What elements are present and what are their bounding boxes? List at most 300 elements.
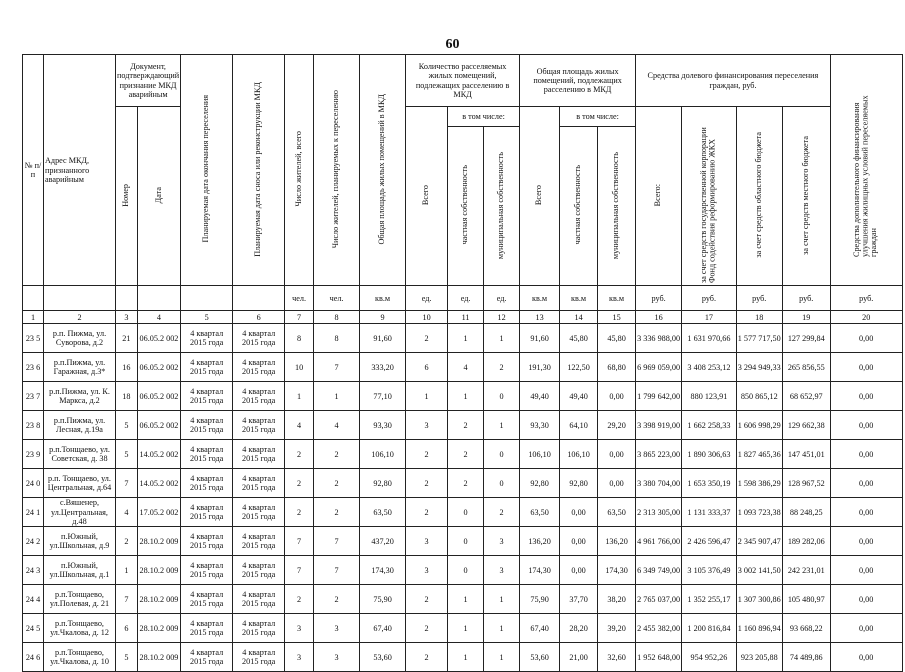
header-area-including: в том числе: (560, 107, 636, 127)
table-cell: 63,50 (360, 498, 406, 527)
table-cell: 0 (448, 527, 484, 556)
table-cell: 67,40 (360, 614, 406, 643)
table-cell: 2 345 907,47 (736, 527, 782, 556)
table-cell: 4 квартал 2015 года (233, 440, 285, 469)
table-row (23, 382, 903, 411)
address-cell: р.п.Пижма, ул. Гаражная, д.3* (44, 353, 116, 382)
unit-cell: чел. (314, 286, 360, 311)
table-cell: 1 131 333,37 (682, 498, 737, 527)
table-cell: 4 961 766,00 (636, 527, 682, 556)
table-cell: 14.05.2 002 (137, 469, 180, 498)
column-number: 19 (782, 311, 830, 324)
table-cell: 1 (484, 585, 520, 614)
table-cell: 4 квартал 2015 года (233, 469, 285, 498)
table-cell: 24 1 (23, 498, 44, 527)
table-cell: 2 (285, 469, 314, 498)
table-cell: 1 (484, 411, 520, 440)
table-cell: 174,30 (520, 556, 560, 585)
table-cell: 2 (448, 469, 484, 498)
address-cell: р.п.Пижма, ул. К. Маркса, д.2 (44, 382, 116, 411)
table-cell: 6 (116, 614, 138, 643)
address-cell: р.п.Тонщаево, ул. Советская, д. 38 (44, 440, 116, 469)
table-cell: 106,10 (520, 440, 560, 469)
table-cell: 4 квартал 2015 года (233, 498, 285, 527)
table-cell: 0,00 (830, 614, 902, 643)
table-cell: 4 квартал 2015 года (181, 498, 233, 527)
table-cell: 2 (116, 527, 138, 556)
table-cell: 28.10.2 009 (137, 556, 180, 585)
table-cell: 136,20 (520, 527, 560, 556)
table-cell: 23 8 (23, 411, 44, 440)
table-cell: 1 (484, 643, 520, 672)
header-municipal: муниципальная собственность (484, 127, 520, 286)
column-number: 3 (116, 311, 138, 324)
table-cell: 0,00 (830, 527, 902, 556)
table-cell: 06.05.2 002 (137, 324, 180, 353)
header-funding-group: Средства долевого финансирования переселения граждан, руб. (636, 55, 831, 107)
column-number: 8 (314, 311, 360, 324)
table-cell: 3 (406, 527, 448, 556)
unit-cell: руб. (736, 286, 782, 311)
table-cell: 4 квартал 2015 года (233, 585, 285, 614)
table-cell: 3 (406, 411, 448, 440)
header-doc-number: Номер (116, 107, 138, 286)
table-cell: 2 426 596,47 (682, 527, 737, 556)
column-number: 7 (285, 311, 314, 324)
table-cell: 2 (406, 498, 448, 527)
table-cell: 0,00 (598, 382, 636, 411)
table-cell: 4 квартал 2015 года (233, 556, 285, 585)
header-area-total: Всего (520, 107, 560, 286)
table-cell: 28.10.2 009 (137, 614, 180, 643)
table-cell: 23 6 (23, 353, 44, 382)
table-cell: 24 6 (23, 643, 44, 672)
table-cell: 0 (484, 382, 520, 411)
unit-cell: кв.м (520, 286, 560, 311)
table-cell: 437,20 (360, 527, 406, 556)
column-number: 4 (137, 311, 180, 324)
table-cell: 21,00 (560, 643, 598, 672)
table-cell: 1 653 350,19 (682, 469, 737, 498)
table-cell: 10 (285, 353, 314, 382)
table-cell: 24 3 (23, 556, 44, 585)
table-cell: 1 (484, 324, 520, 353)
table-cell: 128 967,52 (782, 469, 830, 498)
table-cell: 3 (285, 643, 314, 672)
table-cell: 2 (285, 585, 314, 614)
address-cell: п.Южный, ул.Школьная, д.1 (44, 556, 116, 585)
table-cell: 1 (484, 614, 520, 643)
column-number: 1 (23, 311, 44, 324)
column-number: 13 (520, 311, 560, 324)
table-cell: 49,40 (560, 382, 598, 411)
unit-cell: руб. (782, 286, 830, 311)
table-cell: 18 (116, 382, 138, 411)
table-cell: 1 (406, 382, 448, 411)
table-cell: 0,00 (830, 440, 902, 469)
table-cell: 74 489,86 (782, 643, 830, 672)
table-cell: 3 380 704,00 (636, 469, 682, 498)
table-cell: 127 299,84 (782, 324, 830, 353)
table-cell: 4 квартал 2015 года (181, 614, 233, 643)
table-cell: 06.05.2 002 (137, 353, 180, 382)
column-number: 2 (44, 311, 116, 324)
table-cell: 4 (285, 411, 314, 440)
table-row (23, 498, 903, 527)
table-row (23, 353, 903, 382)
table-cell: 23 5 (23, 324, 44, 353)
table-cell: 1 160 896,94 (736, 614, 782, 643)
table-cell: 2 (406, 469, 448, 498)
address-cell: р.п.Тонщаево, ул.Чкалова, д. 10 (44, 643, 116, 672)
table-cell: 2 455 382,00 (636, 614, 682, 643)
table-cell: 3 (285, 614, 314, 643)
column-number: 10 (406, 311, 448, 324)
unit-cell: ед. (406, 286, 448, 311)
table-cell: 16 (116, 353, 138, 382)
table-row (23, 440, 903, 469)
table-cell: 0,00 (560, 527, 598, 556)
header-area-group: Общая площадь жилых помещений, подлежащих расселению в МКД (520, 55, 636, 107)
table-cell: 92,80 (560, 469, 598, 498)
table-cell: 0 (484, 440, 520, 469)
header-extra-funding: Средства дополнительного финансирования улучшения жилищных условий переселяемых граждан (830, 55, 902, 286)
table-row (23, 469, 903, 498)
table-cell: 67,40 (520, 614, 560, 643)
table-cell: 2 (314, 440, 360, 469)
table-cell: 923 205,88 (736, 643, 782, 672)
column-number: 18 (736, 311, 782, 324)
table-cell: 1 (116, 556, 138, 585)
table-cell: 45,80 (598, 324, 636, 353)
table-row (23, 324, 903, 353)
table-cell: 24 0 (23, 469, 44, 498)
header-funding-total: Всего: (636, 107, 682, 286)
table-cell: 77,10 (360, 382, 406, 411)
table-cell: 0,00 (830, 411, 902, 440)
table-cell: 2 (314, 585, 360, 614)
table-cell: 242 231,01 (782, 556, 830, 585)
header-doc-date: Дата (137, 107, 180, 286)
table-cell: 106,10 (560, 440, 598, 469)
table-cell: 122,50 (560, 353, 598, 382)
table-cell: 1 952 648,00 (636, 643, 682, 672)
table-cell: 63,50 (520, 498, 560, 527)
table-cell: 0 (484, 469, 520, 498)
table-cell: 3 (314, 614, 360, 643)
table-cell: 4 квартал 2015 года (181, 469, 233, 498)
header-private: частная собственность (448, 127, 484, 286)
table-cell: 29,20 (598, 411, 636, 440)
table-cell: 68,80 (598, 353, 636, 382)
table-cell: 5 (116, 643, 138, 672)
table-cell: 4 квартал 2015 года (181, 440, 233, 469)
unit-cell: чел. (285, 286, 314, 311)
table-cell: 1 093 723,38 (736, 498, 782, 527)
header-rooms-group: Количество расселяемых жилых помещений, подлежащих расселению в МКД (406, 55, 520, 107)
table-cell: 954 952,26 (682, 643, 737, 672)
table-cell: 93 668,22 (782, 614, 830, 643)
table-cell: 5 (116, 411, 138, 440)
table-cell: 2 (448, 440, 484, 469)
table-cell: 0,00 (830, 382, 902, 411)
table-cell: 7 (116, 585, 138, 614)
table-cell: 136,20 (598, 527, 636, 556)
table-cell: 2 (484, 353, 520, 382)
table-cell: 1 890 306,63 (682, 440, 737, 469)
table-cell: 1 307 300,86 (736, 585, 782, 614)
table-cell: 0,00 (830, 585, 902, 614)
address-cell: р.п. Пижма, ул. Суворова, д.2 (44, 324, 116, 353)
table-cell: 4 квартал 2015 года (233, 527, 285, 556)
table-row (23, 585, 903, 614)
table-cell: 1 631 970,66 (682, 324, 737, 353)
table-cell: 1 606 998,29 (736, 411, 782, 440)
table-cell: 3 336 988,00 (636, 324, 682, 353)
table-cell: 3 (314, 643, 360, 672)
table-cell: 0 (448, 556, 484, 585)
table-cell: 45,80 (560, 324, 598, 353)
table-cell: 91,60 (520, 324, 560, 353)
table-cell: 2 765 037,00 (636, 585, 682, 614)
column-number: 16 (636, 311, 682, 324)
unit-cell: руб. (636, 286, 682, 311)
table-cell: 92,80 (360, 469, 406, 498)
table-cell: 6 969 059,00 (636, 353, 682, 382)
address-cell: р.п.Пижма, ул. Лесная, д.19а (44, 411, 116, 440)
header-fund-local: за счет средств местного бюджета (782, 107, 830, 286)
table-cell: 17.05.2 002 (137, 498, 180, 527)
table-cell: 4 квартал 2015 года (233, 614, 285, 643)
table-cell: 06.05.2 002 (137, 382, 180, 411)
unit-cell: ед. (448, 286, 484, 311)
table-cell: 191,30 (520, 353, 560, 382)
table-cell: 0,00 (830, 498, 902, 527)
table-cell: 28.10.2 009 (137, 643, 180, 672)
table-cell: 4 (314, 411, 360, 440)
header-residents-planned: Число жителей, планируемых к переселению (314, 55, 360, 286)
table-cell: 0,00 (830, 469, 902, 498)
table-cell: 2 (314, 469, 360, 498)
table-cell: 28.10.2 009 (137, 527, 180, 556)
table-cell: 2 (285, 498, 314, 527)
table-cell: 75,90 (360, 585, 406, 614)
table-cell: 39,20 (598, 614, 636, 643)
table-cell: 0,00 (830, 324, 902, 353)
header-fund-region: за счет средств областного бюджета (736, 107, 782, 286)
table-cell: 3 002 141,50 (736, 556, 782, 585)
table-cell: 4 квартал 2015 года (233, 353, 285, 382)
table-cell: 4 квартал 2015 года (181, 324, 233, 353)
table-cell: 1 (448, 643, 484, 672)
table-row (23, 527, 903, 556)
table-cell: 174,30 (360, 556, 406, 585)
column-number: 9 (360, 311, 406, 324)
table-cell: 2 313 305,00 (636, 498, 682, 527)
table-cell: 0,00 (830, 643, 902, 672)
column-number: 15 (598, 311, 636, 324)
table-cell: 1 577 717,50 (736, 324, 782, 353)
table-cell: 0,00 (830, 353, 902, 382)
table-cell: 75,90 (520, 585, 560, 614)
table-cell: 105 480,97 (782, 585, 830, 614)
table-cell: 2 (406, 643, 448, 672)
table-row (23, 411, 903, 440)
table-cell: 3 105 376,49 (682, 556, 737, 585)
header-document: Документ, подтверждающий признание МКД аварийным (116, 55, 181, 107)
table-cell: 7 (285, 556, 314, 585)
table-cell: 4 (116, 498, 138, 527)
table-cell: 1 200 816,84 (682, 614, 737, 643)
table-cell: 3 (406, 556, 448, 585)
table-cell: 2 (406, 614, 448, 643)
table-cell: 333,20 (360, 353, 406, 382)
table-cell: 4 квартал 2015 года (181, 556, 233, 585)
table-cell: 23 7 (23, 382, 44, 411)
table-cell: 2 (406, 324, 448, 353)
table-cell: 106,10 (360, 440, 406, 469)
table-cell: 1 352 255,17 (682, 585, 737, 614)
table-cell: 64,10 (560, 411, 598, 440)
address-cell: р.п. Тонщаево, ул. Центральная, д.64 (44, 469, 116, 498)
header-planned-demolition: Планируемая дата сноса или реконструкции МКД (233, 55, 285, 286)
table-cell: 0 (448, 498, 484, 527)
table-cell: 4 (448, 353, 484, 382)
table-cell: 24 2 (23, 527, 44, 556)
table-cell: 7 (116, 469, 138, 498)
table-cell: 23 9 (23, 440, 44, 469)
table-cell: 147 451,01 (782, 440, 830, 469)
table-cell: 21 (116, 324, 138, 353)
table-cell: 6 349 749,00 (636, 556, 682, 585)
table-cell: 2 (314, 498, 360, 527)
table-cell: 4 квартал 2015 года (233, 382, 285, 411)
table-cell: 189 282,06 (782, 527, 830, 556)
table-cell: 93,30 (360, 411, 406, 440)
table-cell: 7 (314, 353, 360, 382)
table-cell: 24 4 (23, 585, 44, 614)
table-cell: 8 (285, 324, 314, 353)
table-cell: 4 квартал 2015 года (181, 382, 233, 411)
address-cell: р.п.Тонщаево, ул.Чкалова, д. 12 (44, 614, 116, 643)
table-cell: 3 408 253,12 (682, 353, 737, 382)
table-cell: 7 (314, 527, 360, 556)
unit-cell: кв.м (560, 286, 598, 311)
table-cell: 49,40 (520, 382, 560, 411)
table-cell: 1 (448, 324, 484, 353)
table-cell: 63,50 (598, 498, 636, 527)
table-cell: 28.10.2 009 (137, 585, 180, 614)
table-cell: 1 (448, 382, 484, 411)
table-row (23, 614, 903, 643)
table-body (23, 324, 903, 672)
address-cell: с.Вяшенер, ул.Центральная, д.48 (44, 498, 116, 527)
table-cell: 3 294 949,33 (736, 353, 782, 382)
table-cell: 53,60 (360, 643, 406, 672)
header-total-living-area: Общая площадь жилых помещений в МКД (360, 55, 406, 286)
column-number: 5 (181, 311, 233, 324)
table-cell: 1 (285, 382, 314, 411)
units-row (23, 286, 903, 311)
table-cell: 91,60 (360, 324, 406, 353)
table-row (23, 556, 903, 585)
resettlement-table (22, 54, 903, 672)
table-cell: 4 квартал 2015 года (181, 411, 233, 440)
table-cell: 880 123,91 (682, 382, 737, 411)
header-including: в том числе: (448, 107, 520, 127)
column-number: 12 (484, 311, 520, 324)
table-cell: 6 (406, 353, 448, 382)
table-cell: 4 квартал 2015 года (181, 527, 233, 556)
table-cell: 4 квартал 2015 года (181, 643, 233, 672)
page-number: 60 (445, 37, 460, 52)
table-cell: 1 (448, 614, 484, 643)
header-planned-end: Планируемая дата окончания переселения (181, 55, 233, 286)
table-cell: 2 (285, 440, 314, 469)
table-cell: 174,30 (598, 556, 636, 585)
column-number: 11 (448, 311, 484, 324)
table-cell: 3 (484, 527, 520, 556)
table-cell: 0,00 (830, 556, 902, 585)
header-no: № п/п (23, 55, 44, 286)
table-cell: 38,20 (598, 585, 636, 614)
table-cell: 7 (314, 556, 360, 585)
table-cell: 24 5 (23, 614, 44, 643)
header-rooms-total: Всего (406, 107, 448, 286)
column-number-row (23, 311, 903, 324)
table-cell: 0,00 (560, 556, 598, 585)
table-cell: 3 865 223,00 (636, 440, 682, 469)
table-cell: 4 квартал 2015 года (181, 353, 233, 382)
table-cell: 0,00 (560, 498, 598, 527)
table-cell: 1 598 386,29 (736, 469, 782, 498)
table-cell: 4 квартал 2015 года (233, 643, 285, 672)
column-number: 20 (830, 311, 902, 324)
unit-cell: кв.м (598, 286, 636, 311)
table-cell: 8 (314, 324, 360, 353)
table-cell: 7 (285, 527, 314, 556)
table-cell: 850 865,12 (736, 382, 782, 411)
unit-cell: руб. (682, 286, 737, 311)
table-cell: 53,60 (520, 643, 560, 672)
table-cell: 0,00 (598, 440, 636, 469)
table-cell: 68 652,97 (782, 382, 830, 411)
unit-cell: руб. (830, 286, 902, 311)
table-cell: 37,70 (560, 585, 598, 614)
table-cell: 88 248,25 (782, 498, 830, 527)
column-number: 6 (233, 311, 285, 324)
table-cell: 2 (448, 411, 484, 440)
header-area-private: частная собственность (560, 127, 598, 286)
header-address: Адрес МКД, признанного аварийным (44, 55, 116, 286)
table-cell: 3 398 919,00 (636, 411, 682, 440)
table-cell: 3 (484, 556, 520, 585)
table-cell: 92,80 (520, 469, 560, 498)
table-cell: 265 856,55 (782, 353, 830, 382)
table-row (23, 643, 903, 672)
address-cell: п.Южный, ул.Школьная, д.9 (44, 527, 116, 556)
table-cell: 1 827 465,36 (736, 440, 782, 469)
column-number: 17 (682, 311, 737, 324)
unit-cell: ед. (484, 286, 520, 311)
table-cell: 129 662,38 (782, 411, 830, 440)
table-cell: 4 квартал 2015 года (233, 324, 285, 353)
table-cell: 1 662 258,33 (682, 411, 737, 440)
unit-cell: кв.м (360, 286, 406, 311)
table-cell: 2 (406, 585, 448, 614)
table-cell: 28,20 (560, 614, 598, 643)
table-cell: 32,60 (598, 643, 636, 672)
